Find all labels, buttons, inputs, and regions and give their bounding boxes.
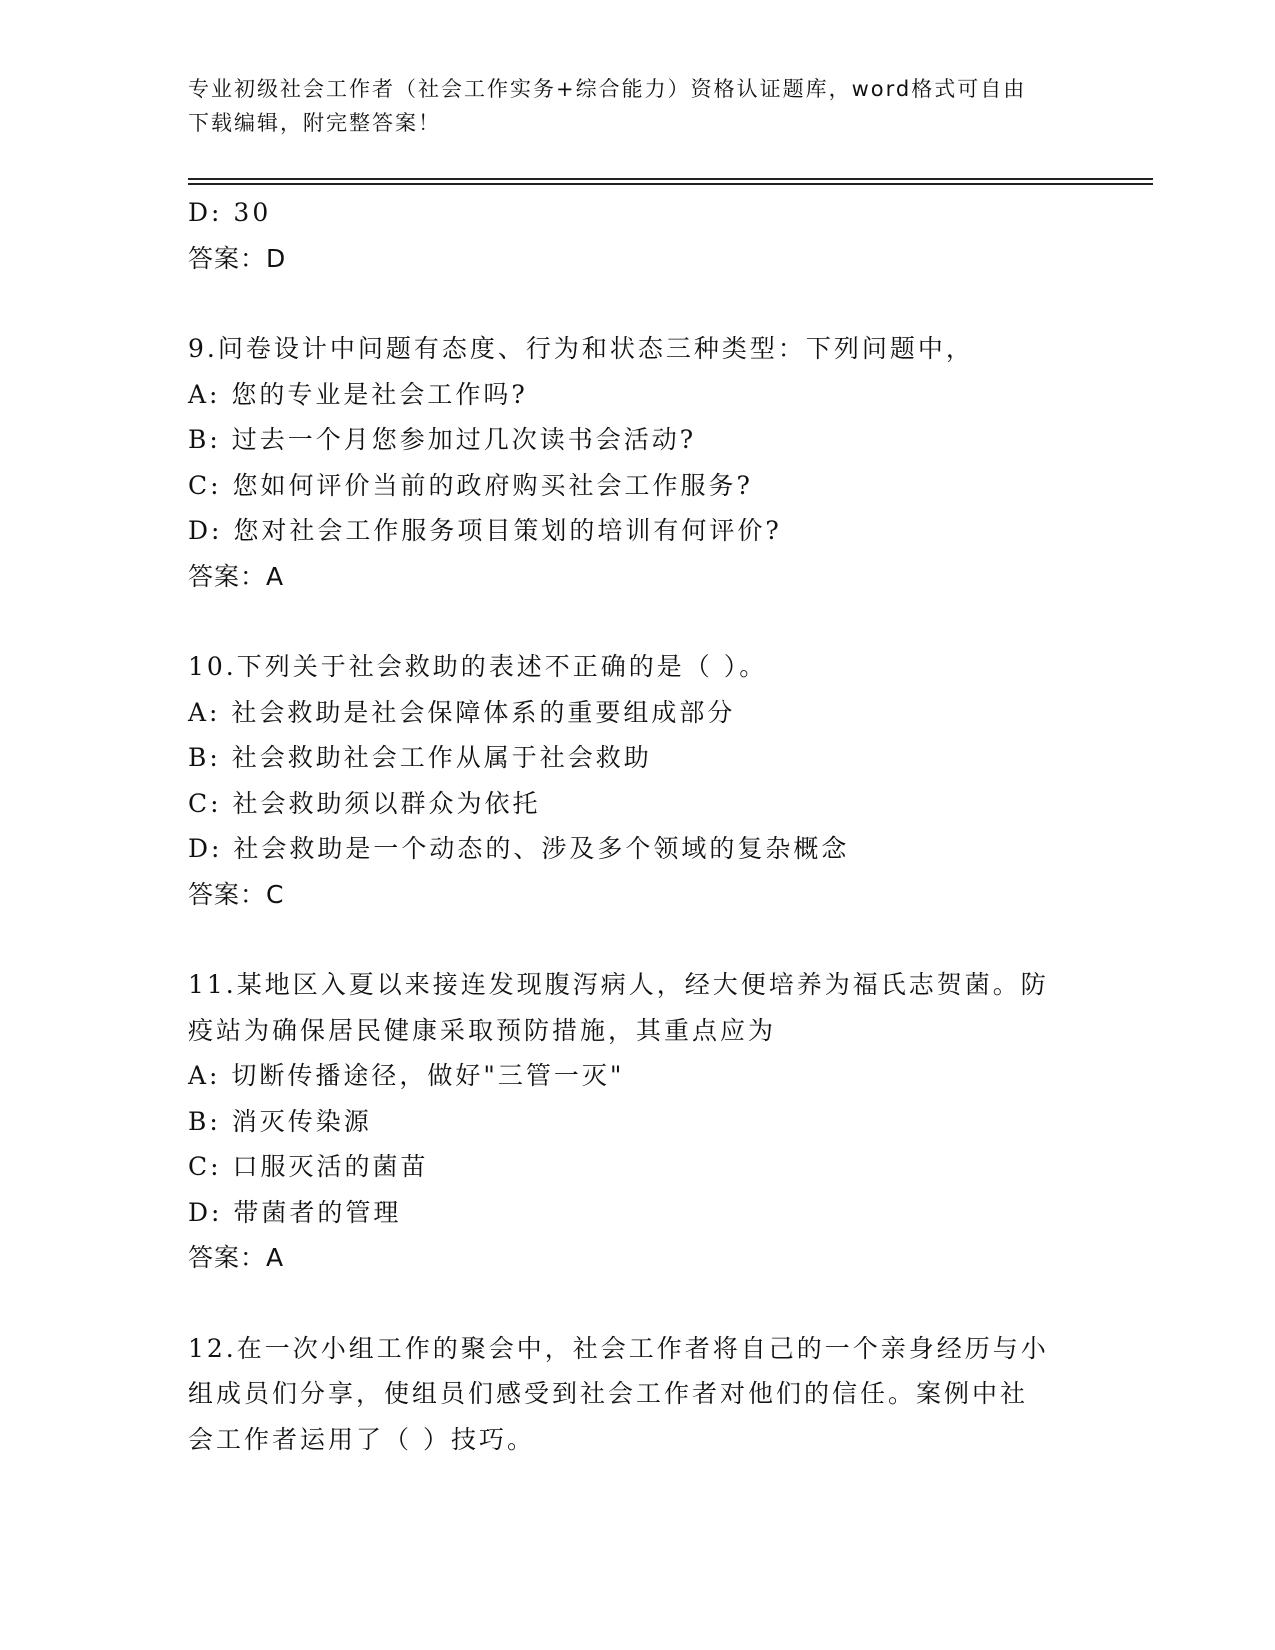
spacer: [188, 599, 1088, 644]
option-b: B: 消灭传染源: [188, 1106, 372, 1136]
option-b: B: 社会救助社会工作从属于社会救助: [188, 743, 652, 772]
option-c: C: 您如何评价当前的政府购买社会工作服务?: [188, 470, 753, 500]
question-stem-line-1: 11.某地区入夏以来接连发现腹泻病人，经大便培养为福氏志贺菌。防: [188, 970, 1049, 999]
option-d: D: 带菌者的管理: [188, 1197, 402, 1227]
question-12: [188, 1326, 1088, 1463]
header-rule-top: [188, 178, 1153, 180]
question-stem: 9.问卷设计中问题有态度、行为和状态三种类型：下列问题中，: [188, 334, 974, 363]
document-body: [188, 190, 1088, 1462]
previous-question-tail: [188, 190, 1088, 281]
answer-line: 答案：C: [188, 879, 285, 909]
question-stem-line-1: 12.在一次小组工作的聚会中，社会工作者将自己的一个亲身经历与小: [188, 1333, 1049, 1363]
spacer: [188, 281, 1088, 326]
question-10: [188, 644, 1088, 917]
answer-line: 答案：D: [188, 243, 287, 273]
option-d: D: 您对社会工作服务项目策划的培训有何评价?: [188, 516, 782, 545]
option-c: C: 社会救助须以群众为依托: [188, 788, 541, 818]
question-11: [188, 962, 1088, 1281]
option-d: D: 社会救助是一个动态的、涉及多个领域的复杂概念: [188, 834, 850, 863]
spacer: [188, 1281, 1088, 1326]
option-b: B: 过去一个月您参加过几次读书会活动?: [188, 425, 697, 454]
answer-line: 答案：A: [188, 1243, 285, 1272]
answer-line: 答案：A: [188, 561, 285, 591]
option-a: A: 社会救助是社会保障体系的重要组成部分: [188, 697, 736, 727]
document-header: [188, 72, 1088, 140]
header-title-line-1: 专业初级社会工作者（社会工作实务+综合能力）资格认证题库，word格式可自由: [188, 77, 1027, 101]
question-stem-line-3: 会工作者运用了（ ）技巧。: [188, 1424, 535, 1454]
option-a: A: 切断传播途径，做好"三管一灭": [188, 1061, 625, 1090]
header-rule-bottom: [188, 183, 1153, 185]
option-c: C: 口服灭活的菌苗: [188, 1152, 429, 1181]
spacer: [188, 917, 1088, 962]
question-stem-line-2: 疫站为确保居民健康采取预防措施，其重点应为: [188, 1015, 777, 1045]
header-title-line-2: 下载编辑，附完整答案！: [188, 111, 441, 135]
question-9: [188, 326, 1088, 599]
option-d: D: 30: [188, 198, 272, 227]
question-stem: 10.下列关于社会救助的表述不正确的是（ ）。: [188, 652, 768, 681]
option-a: A: 您的专业是社会工作吗?: [188, 379, 528, 409]
question-stem-line-2: 组成员们分享，使组员们感受到社会工作者对他们的信任。案例中社: [188, 1379, 1029, 1408]
